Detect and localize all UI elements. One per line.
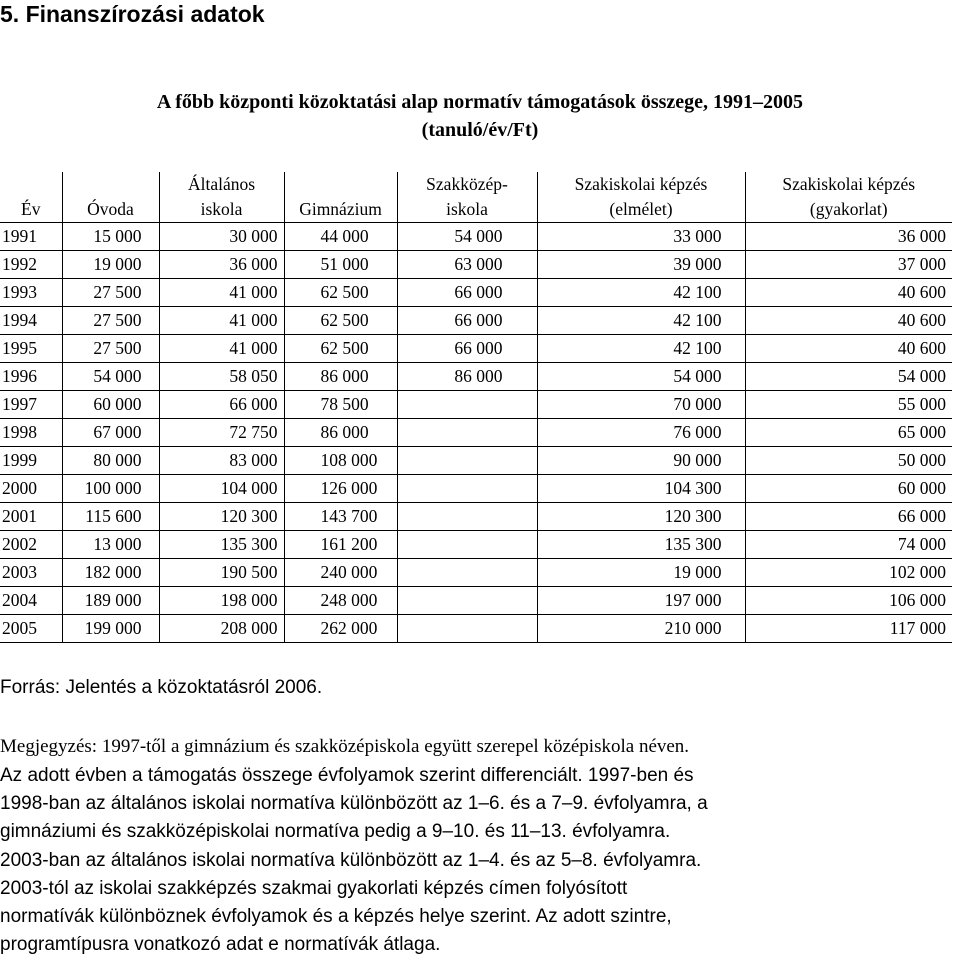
szakkozep-cell: [397, 615, 537, 643]
elmelet-cell: 76 000: [537, 419, 745, 447]
gimnazium-cell: 62 500: [284, 279, 397, 307]
szakkozep-cell: 66 000: [397, 335, 537, 363]
year-cell: 1992: [0, 251, 62, 279]
table-row: [0, 307, 952, 335]
header-row: [0, 172, 952, 223]
gyakorlat-cell: 37 000: [745, 251, 952, 279]
gyakorlat-cell: 54 000: [745, 363, 952, 391]
gyakorlat-cell: 36 000: [745, 223, 952, 251]
szakkozep-cell: [397, 391, 537, 419]
financing-table: [0, 172, 952, 643]
szakkozep-cell: [397, 447, 537, 475]
altalanos-cell: 198 000: [159, 587, 284, 615]
gimnazium-cell: 126 000: [284, 475, 397, 503]
table-row: [0, 615, 952, 643]
gimnazium-cell: 86 000: [284, 363, 397, 391]
altalanos-cell: 120 300: [159, 503, 284, 531]
table-row: [0, 503, 952, 531]
ovoda-cell: 100 000: [62, 475, 159, 503]
altalanos-cell: 41 000: [159, 335, 284, 363]
gyakorlat-cell: 60 000: [745, 475, 952, 503]
gimnazium-cell: 51 000: [284, 251, 397, 279]
table-row: [0, 475, 952, 503]
elmelet-cell: 42 100: [537, 335, 745, 363]
szakkozep-cell: 66 000: [397, 307, 537, 335]
table-row: [0, 531, 952, 559]
table-row: [0, 447, 952, 475]
gyakorlat-cell: 65 000: [745, 419, 952, 447]
ovoda-cell: 27 500: [62, 335, 159, 363]
elmelet-cell: 54 000: [537, 363, 745, 391]
gyakorlat-cell: 50 000: [745, 447, 952, 475]
note-heading: Megjegyzés: 1997-től a gimnázium és szakközépiskola együtt szerepel középiskola néven.: [0, 736, 690, 757]
ovoda-cell: 67 000: [62, 419, 159, 447]
altalanos-cell: 208 000: [159, 615, 284, 643]
ovoda-cell: 54 000: [62, 363, 159, 391]
szakkozep-cell: 54 000: [397, 223, 537, 251]
szakkozep-cell: 63 000: [397, 251, 537, 279]
ovoda-cell: 182 000: [62, 559, 159, 587]
header-szakiskola-elmelet: Szakiskolai képzés (elmélet): [537, 172, 745, 223]
year-cell: 1996: [0, 363, 62, 391]
altalanos-cell: 104 000: [159, 475, 284, 503]
szakkozep-cell: [397, 559, 537, 587]
ovoda-cell: 115 600: [62, 503, 159, 531]
elmelet-cell: 210 000: [537, 615, 745, 643]
header-altalanos-iskola: Általános iskola: [159, 172, 284, 223]
gyakorlat-cell: 74 000: [745, 531, 952, 559]
gyakorlat-cell: 55 000: [745, 391, 952, 419]
gyakorlat-cell: 40 600: [745, 307, 952, 335]
altalanos-cell: 36 000: [159, 251, 284, 279]
altalanos-cell: 41 000: [159, 307, 284, 335]
table-body: [0, 223, 952, 643]
year-cell: 1991: [0, 223, 62, 251]
note-line: 1998-ban az általános iskolai normatíva különbözött az 1–6. és a 7–9. évfolyamra, a: [0, 793, 708, 815]
note-line: 2003-ban az általános iskolai normatíva különbözött az 1–4. és az 5–8. évfolyamra.: [0, 849, 702, 871]
szakkozep-cell: [397, 503, 537, 531]
table-row: [0, 391, 952, 419]
elmelet-cell: 70 000: [537, 391, 745, 419]
year-cell: 2002: [0, 531, 62, 559]
note-line: 2003-tól az iskolai szakképzés szakmai gyakorlati képzés címen folyósított: [0, 877, 628, 899]
year-cell: 1995: [0, 335, 62, 363]
table-row: [0, 559, 952, 587]
gyakorlat-cell: 106 000: [745, 587, 952, 615]
gimnazium-cell: 161 200: [284, 531, 397, 559]
elmelet-cell: 197 000: [537, 587, 745, 615]
ovoda-cell: 27 500: [62, 279, 159, 307]
ovoda-cell: 27 500: [62, 307, 159, 335]
elmelet-cell: 42 100: [537, 279, 745, 307]
ovoda-cell: 13 000: [62, 531, 159, 559]
elmelet-cell: 42 100: [537, 307, 745, 335]
szakkozep-cell: 66 000: [397, 279, 537, 307]
gimnazium-cell: 62 500: [284, 307, 397, 335]
altalanos-cell: 66 000: [159, 391, 284, 419]
header-szakkozepiskola: Szakközép- iskola: [397, 172, 537, 223]
elmelet-cell: 120 300: [537, 503, 745, 531]
gimnazium-cell: 44 000: [284, 223, 397, 251]
year-cell: 2001: [0, 503, 62, 531]
year-cell: 2003: [0, 559, 62, 587]
gyakorlat-cell: 102 000: [745, 559, 952, 587]
elmelet-cell: 33 000: [537, 223, 745, 251]
ovoda-cell: 19 000: [62, 251, 159, 279]
gyakorlat-cell: 40 600: [745, 279, 952, 307]
table-row: [0, 223, 952, 251]
section-title: 5. Finanszírozási adatok: [0, 1, 265, 27]
gyakorlat-cell: 40 600: [745, 335, 952, 363]
szakkozep-cell: 86 000: [397, 363, 537, 391]
szakkozep-cell: [397, 419, 537, 447]
year-cell: 2005: [0, 615, 62, 643]
elmelet-cell: 90 000: [537, 447, 745, 475]
year-cell: 1999: [0, 447, 62, 475]
ovoda-cell: 60 000: [62, 391, 159, 419]
gimnazium-cell: 62 500: [284, 335, 397, 363]
year-cell: 1993: [0, 279, 62, 307]
note-line: normatívák különböznek évfolyamok és a képzés helye szerint. Az adott szintre,: [0, 906, 672, 928]
table-subtitle-unit: (tanuló/év/Ft): [421, 119, 539, 141]
elmelet-cell: 135 300: [537, 531, 745, 559]
table-row: [0, 419, 952, 447]
elmelet-cell: 104 300: [537, 475, 745, 503]
gyakorlat-cell: 117 000: [745, 615, 952, 643]
gimnazium-cell: 248 000: [284, 587, 397, 615]
table-row: [0, 279, 952, 307]
note-line: Az adott évben a támogatás összege évfolyamok szerint differenciált. 1997-ben és: [0, 765, 694, 786]
table-row: [0, 587, 952, 615]
year-cell: 2000: [0, 475, 62, 503]
table-row: [0, 251, 952, 279]
source-note: Forrás: Jelentés a közoktatásról 2006.: [0, 677, 323, 698]
gimnazium-cell: 143 700: [284, 503, 397, 531]
table-title: A főbb központi közoktatási alap normatív támogatások összege, 1991–2005: [156, 91, 804, 113]
altalanos-cell: 135 300: [159, 531, 284, 559]
ovoda-cell: 199 000: [62, 615, 159, 643]
altalanos-cell: 30 000: [159, 223, 284, 251]
gimnazium-cell: 86 000: [284, 419, 397, 447]
altalanos-cell: 41 000: [159, 279, 284, 307]
gimnazium-cell: 262 000: [284, 615, 397, 643]
ovoda-cell: 189 000: [62, 587, 159, 615]
szakkozep-cell: [397, 531, 537, 559]
gimnazium-cell: 108 000: [284, 447, 397, 475]
header-ovoda: Óvoda: [62, 172, 159, 223]
year-cell: 1998: [0, 419, 62, 447]
header-szakiskola-gyakorlat: Szakiskolai képzés (gyakorlat): [745, 172, 952, 223]
ovoda-cell: 80 000: [62, 447, 159, 475]
szakkozep-cell: [397, 587, 537, 615]
gimnazium-cell: 240 000: [284, 559, 397, 587]
szakkozep-cell: [397, 475, 537, 503]
table-row: [0, 363, 952, 391]
table-row: [0, 335, 952, 363]
ovoda-cell: 15 000: [62, 223, 159, 251]
gyakorlat-cell: 66 000: [745, 503, 952, 531]
altalanos-cell: 83 000: [159, 447, 284, 475]
note-body: [0, 762, 955, 959]
year-cell: 2004: [0, 587, 62, 615]
year-cell: 1994: [0, 307, 62, 335]
table-header: [0, 172, 952, 223]
note-line: programtípusra vonatkozó adat e normatívák átlaga.: [0, 934, 441, 956]
header-year: Év: [0, 172, 62, 223]
altalanos-cell: 58 050: [159, 363, 284, 391]
altalanos-cell: 190 500: [159, 559, 284, 587]
gimnazium-cell: 78 500: [284, 391, 397, 419]
elmelet-cell: 19 000: [537, 559, 745, 587]
elmelet-cell: 39 000: [537, 251, 745, 279]
header-gimnazium: Gimnázium: [284, 172, 397, 223]
note-line: gimnáziumi és szakközépiskolai normatíva pedig a 9–10. és 11–13. évfolyamra.: [0, 821, 671, 843]
altalanos-cell: 72 750: [159, 419, 284, 447]
year-cell: 1997: [0, 391, 62, 419]
